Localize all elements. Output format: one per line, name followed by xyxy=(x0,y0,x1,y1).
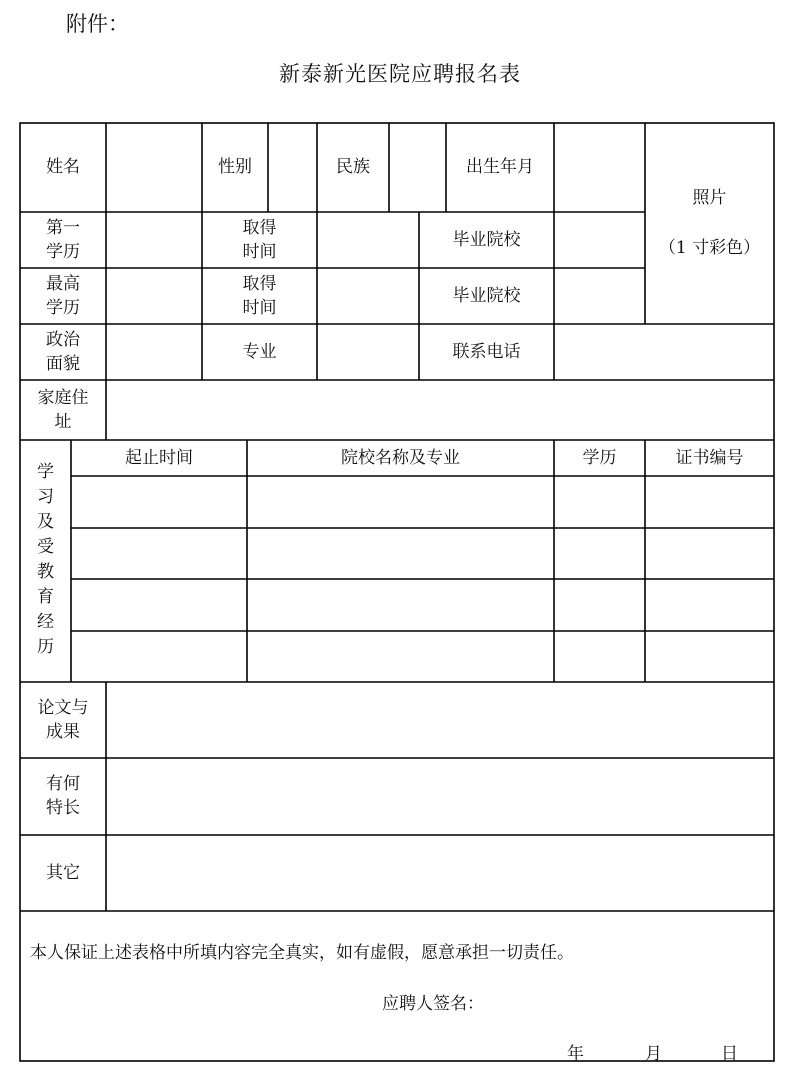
label-graduate-school-1: 毕业院校 xyxy=(452,230,521,250)
date-day: 日 xyxy=(721,1044,738,1064)
column-header-certificate-no: 证书编号 xyxy=(675,448,744,468)
label-name: 姓名 xyxy=(46,157,80,177)
label-phone: 联系电话 xyxy=(452,342,521,362)
label-papers-achievements: 论文与 成果 xyxy=(37,698,89,742)
label-photo-size: （1 寸彩色） xyxy=(658,238,761,258)
date-month: 月 xyxy=(645,1044,662,1064)
column-header-period: 起止时间 xyxy=(125,448,193,468)
label-obtain-time-1: 取得 时间 xyxy=(242,218,277,262)
label-birth-date: 出生年月 xyxy=(466,157,534,177)
label-photo: 照片 xyxy=(692,188,727,208)
label-graduate-school-2: 毕业院校 xyxy=(452,286,521,306)
label-other: 其它 xyxy=(46,863,80,883)
form-title: 新泰新光医院应聘报名表 xyxy=(279,62,521,86)
label-obtain-time-2: 取得 时间 xyxy=(242,274,277,318)
attachment-label: 附件： xyxy=(66,12,129,36)
label-major: 专业 xyxy=(242,342,277,362)
label-gender: 性别 xyxy=(218,157,252,177)
label-home-address: 家庭住 址 xyxy=(37,388,89,432)
label-ethnicity: 民族 xyxy=(336,157,370,177)
label-highest-education: 最高 学历 xyxy=(46,274,80,318)
label-specialty: 有何 特长 xyxy=(46,774,80,818)
label-first-education: 第一 学历 xyxy=(46,218,80,262)
signature-label: 应聘人签名： xyxy=(382,994,484,1014)
label-political-status: 政治 面貌 xyxy=(46,330,80,374)
declaration-text: 本人保证上述表格中所填内容完全真实，如有虚假，愿意承担一切责任。 xyxy=(30,943,574,963)
column-header-degree: 学历 xyxy=(582,448,617,468)
column-header-school-major: 院校名称及专业 xyxy=(341,448,460,468)
label-education-history: 学 习 及 受 教 育 经 历 xyxy=(37,462,54,657)
date-year: 年 xyxy=(567,1044,584,1064)
